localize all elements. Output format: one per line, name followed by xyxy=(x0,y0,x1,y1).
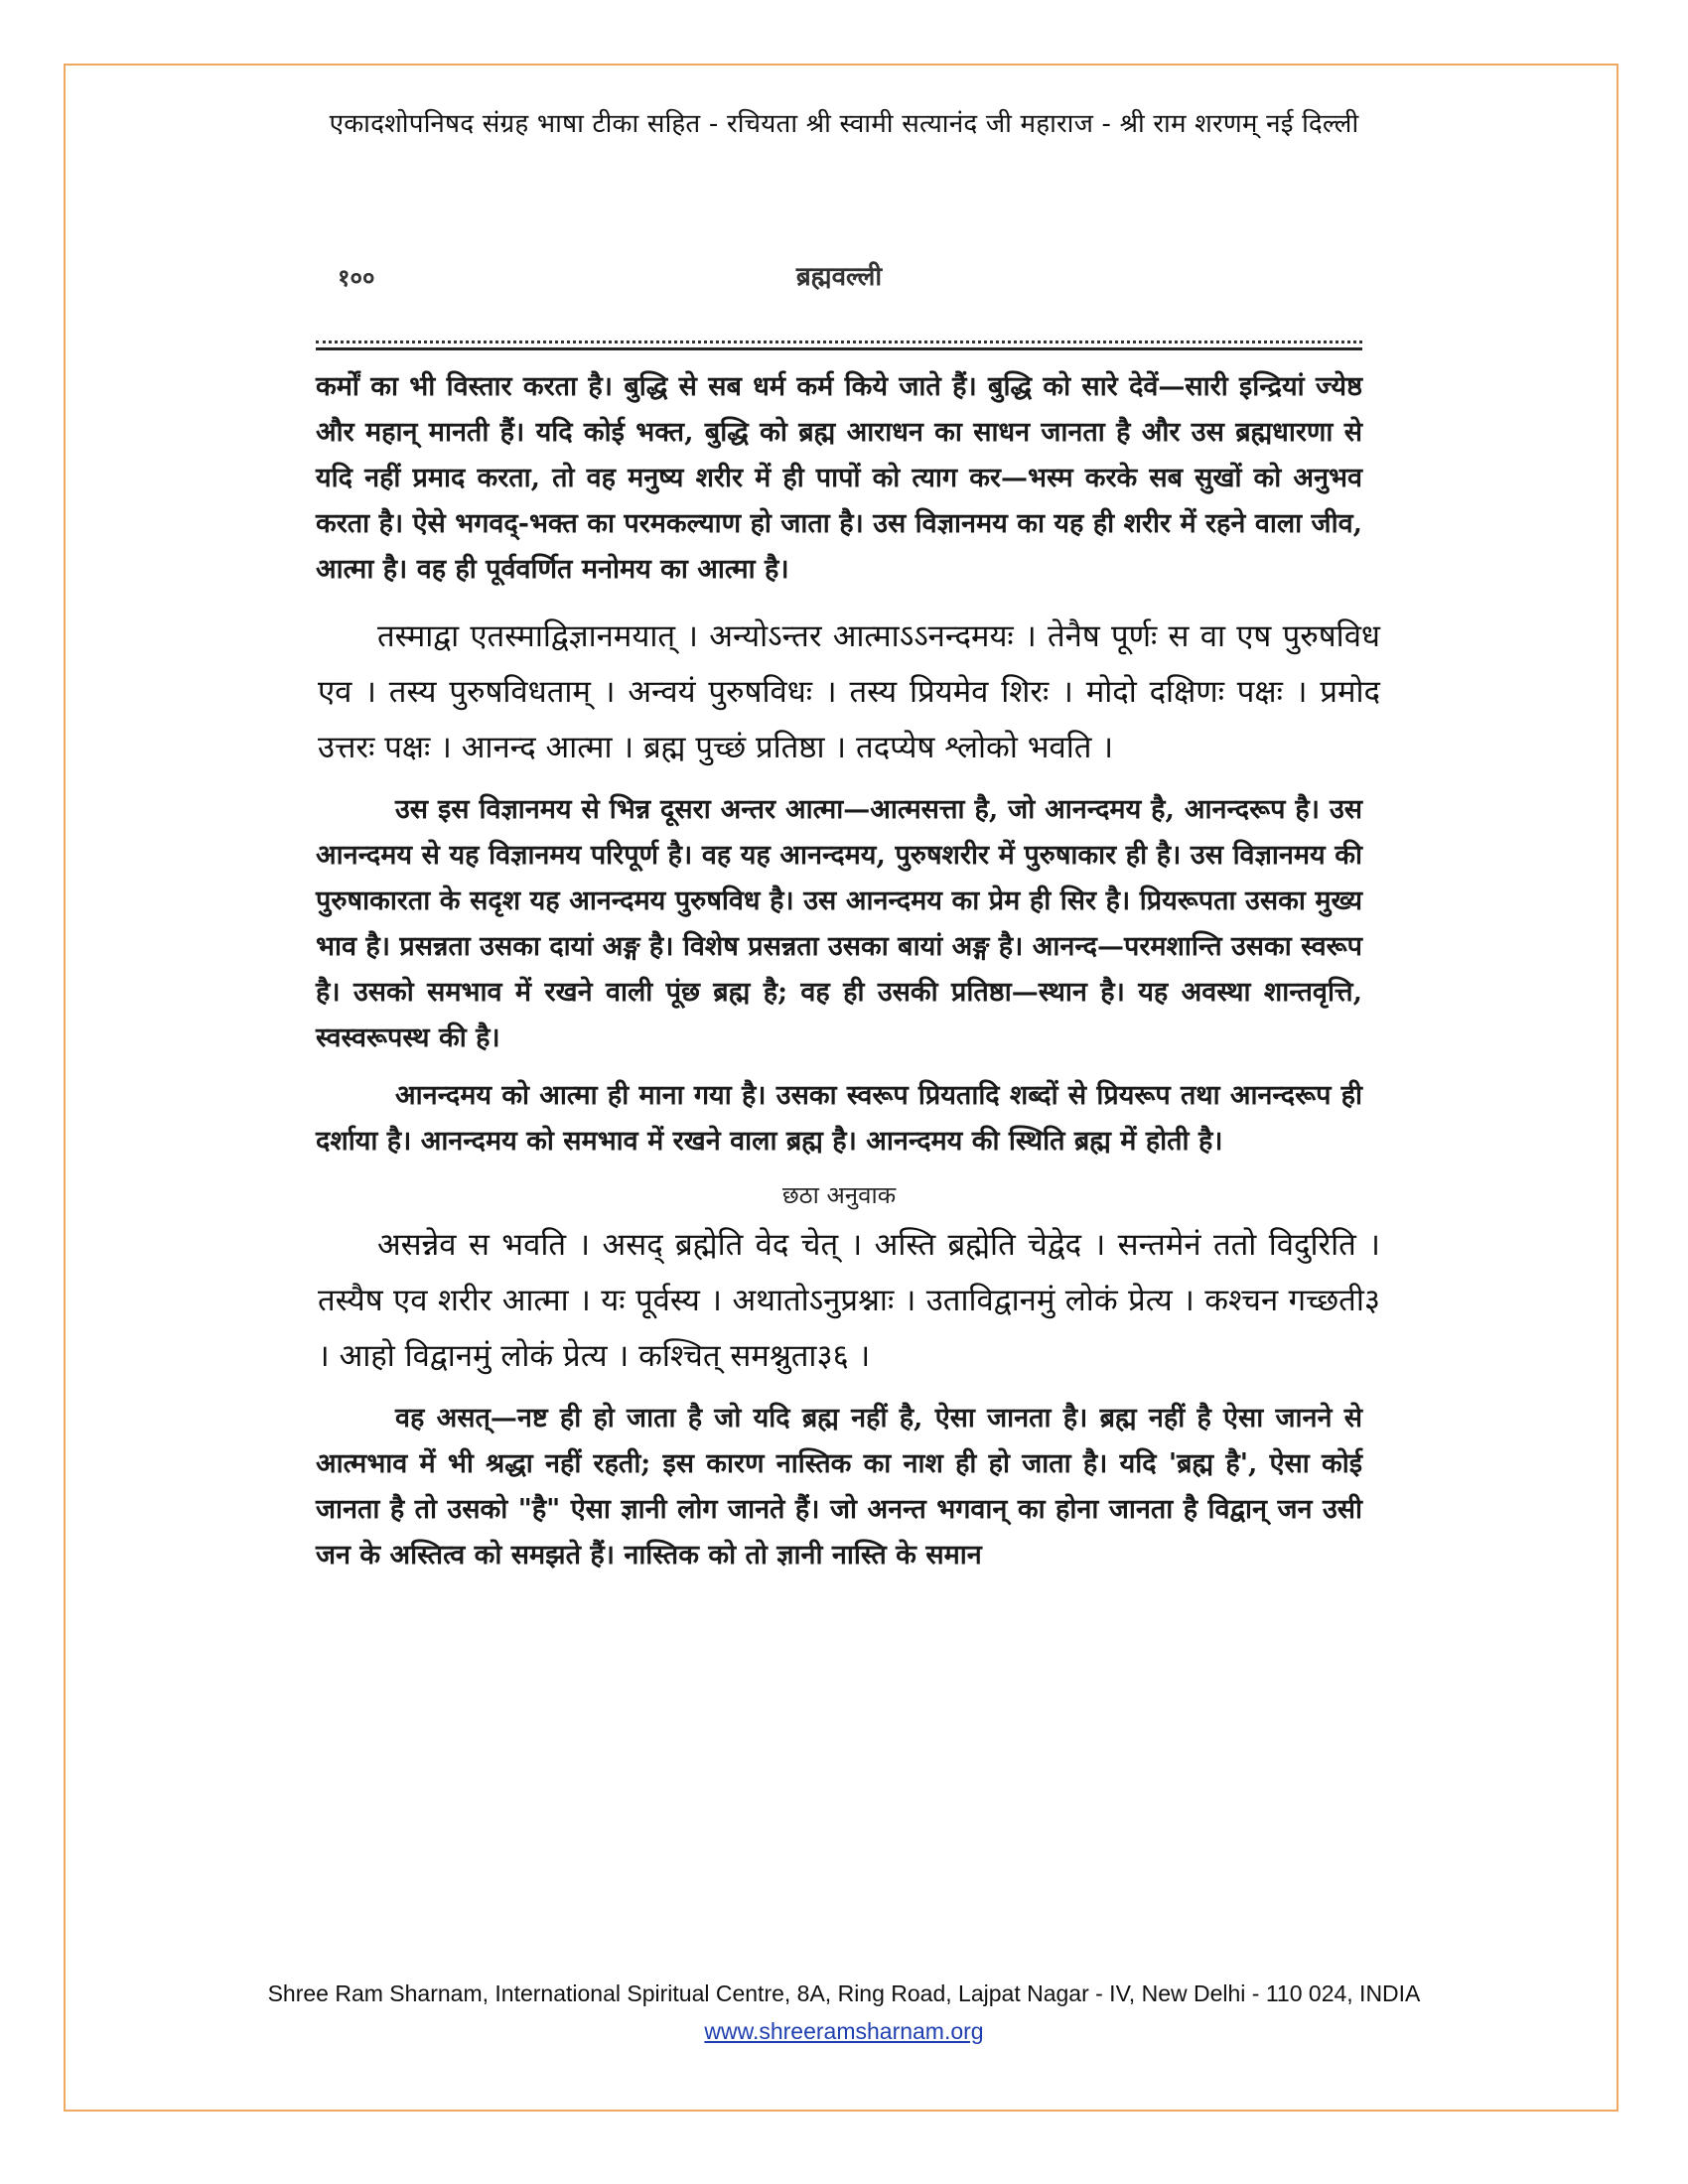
commentary-paragraph-1: कर्मों का भी विस्तार करता है। बुद्धि से सब धर्म कर्म किये जाते हैं। बुद्धि को सारे देवें—सारी इन्द्रियां ज्येष्ठ और महान् मानती हैं। यदि कोई भक्त, बुद्धि को ब्रह्म आराधन का साधन जानता है और उस ब्रह्मधारणा से यदि नहीं प्रमाद करता, तो वह मनुष्य शरीर में ही पापों को त्याग कर—भस्म करके सब सुखों को अनुभव करता है। ऐसे भगवद्-भक्त का परमकल्याण हो जाता है। उस विज्ञानमय का यह ही शरीर में रहने वाला जीव, आत्मा है। वह ही पूर्ववर्णित मनोमय का आत्मा है। xyxy=(316,371,1362,585)
footer-website xyxy=(0,2018,1688,2045)
commentary-paragraph-3: आनन्दमय को आत्मा ही माना गया है। उसका स्वरूप प्रियतादि शब्दों से प्रियरूप तथा आनन्दरूप ही दर्शाया है। आनन्दमय को समभाव में रखने वाला ब्रह्म है। आनन्दमय की स्थिति ब्रह्म में होती है। xyxy=(316,1080,1362,1157)
running-head xyxy=(298,243,1380,303)
dotted-rule xyxy=(316,341,1362,343)
verse-block-1: तस्माद्वा एतस्माद्विज्ञानमयात् । अन्योऽन्तर आत्माऽऽनन्दमयः । तेनैष पूर्णः स वा एष पुरुषविध एव । तस्य पुरुषविधताम् । अन्वयं पुरुषविधः । तस्य प्रियमेव शिरः । मोदो दक्षिणः पक्षः । प्रमोद उत्तरः पक्षः । आनन्द आत्मा । ब्रह्म पुच्छं प्रतिष्ठा । तदप्येष श्लोको भवति । xyxy=(318,618,1380,765)
section-title: छठा अनुवाक xyxy=(781,1181,897,1209)
scanned-page xyxy=(298,243,1380,1961)
commentary-paragraph-4: वह असत्—नष्ट ही हो जाता है जो यदि ब्रह्म नहीं है, ऐसा जानता है। ब्रह्म नहीं है ऐसा जानने से आत्मभाव में भी श्रद्धा नहीं रहती; इस कारण नास्तिक का नाश ही हो जाता है। यदि 'ब्रह्म है', ऐसा कोई जानता है तो उसको "है" ऐसा ज्ञानी लोग जानते हैं। जो अनन्त भगवान् का होना जानता है विद्वान् जन उसी जन के अस्तित्व को समझते हैं। नास्तिक को तो ज्ञानी नास्ति के समान xyxy=(316,1403,1362,1570)
website-link[interactable]: www.shreeramsharnam.org xyxy=(704,2018,984,2044)
verse-block-2: असन्नेव स भवति । असद् ब्रह्मेति वेद चेत् । अस्ति ब्रह्मेति चेद्वेद । सन्तमेनं ततो विदुरिति । तस्यैष एव शरीर आत्मा । यः पूर्वस्य । अथातोऽनुप्रश्नाः । उताविद्वानमुं लोकं प्रेत्य । कश्चन गच्छती३ । आहो विद्वानमुं लोकं प्रेत्य । कश्चित् समश्नुता३६ । xyxy=(318,1227,1380,1374)
page-number: १०० xyxy=(338,264,375,292)
solid-rule xyxy=(316,347,1362,350)
footer-address: Shree Ram Sharnam, International Spiritual Centre, 8A, Ring Road, Lajpat Nagar - IV, New Delhi - 110 024, INDIA xyxy=(267,1980,1421,2006)
document-header: एकादशोपनिषद संग्रह भाषा टीका सहित - रचियता श्री स्वामी सत्यानंद जी महाराज - श्री राम शरणम् नई दिल्ली xyxy=(329,109,1359,139)
commentary-paragraph-2: उस इस विज्ञानमय से भिन्न दूसरा अन्तर आत्मा—आत्मसत्ता है, जो आनन्दमय है, आनन्दरूप है। उस आनन्दमय से यह विज्ञानमय परिपूर्ण है। वह यह आनन्दमय, पुरुषशरीर में पुरुषाकार ही है। उस विज्ञानमय की पुरुषाकारता के सदृश यह आनन्दमय पुरुषविध है। उस आनन्दमय का प्रेम ही सिर है। प्रियरूपता उसका मुख्य भाव है। प्रसन्नता उसका दायां अङ्ग है। विशेष प्रसन्नता उसका बायां अङ्ग है। आनन्द—परमशान्ति उसका स्वरूप है। उसको समभाव में रखने वाली पूंछ ब्रह्म है; वह ही उसकी प्रतिष्ठा—स्थान है। यह अवस्था शान्तवृत्ति, स्वस्वरूपस्थ की है। xyxy=(316,794,1362,1053)
running-title: ब्रह्मवल्ली xyxy=(795,262,883,292)
